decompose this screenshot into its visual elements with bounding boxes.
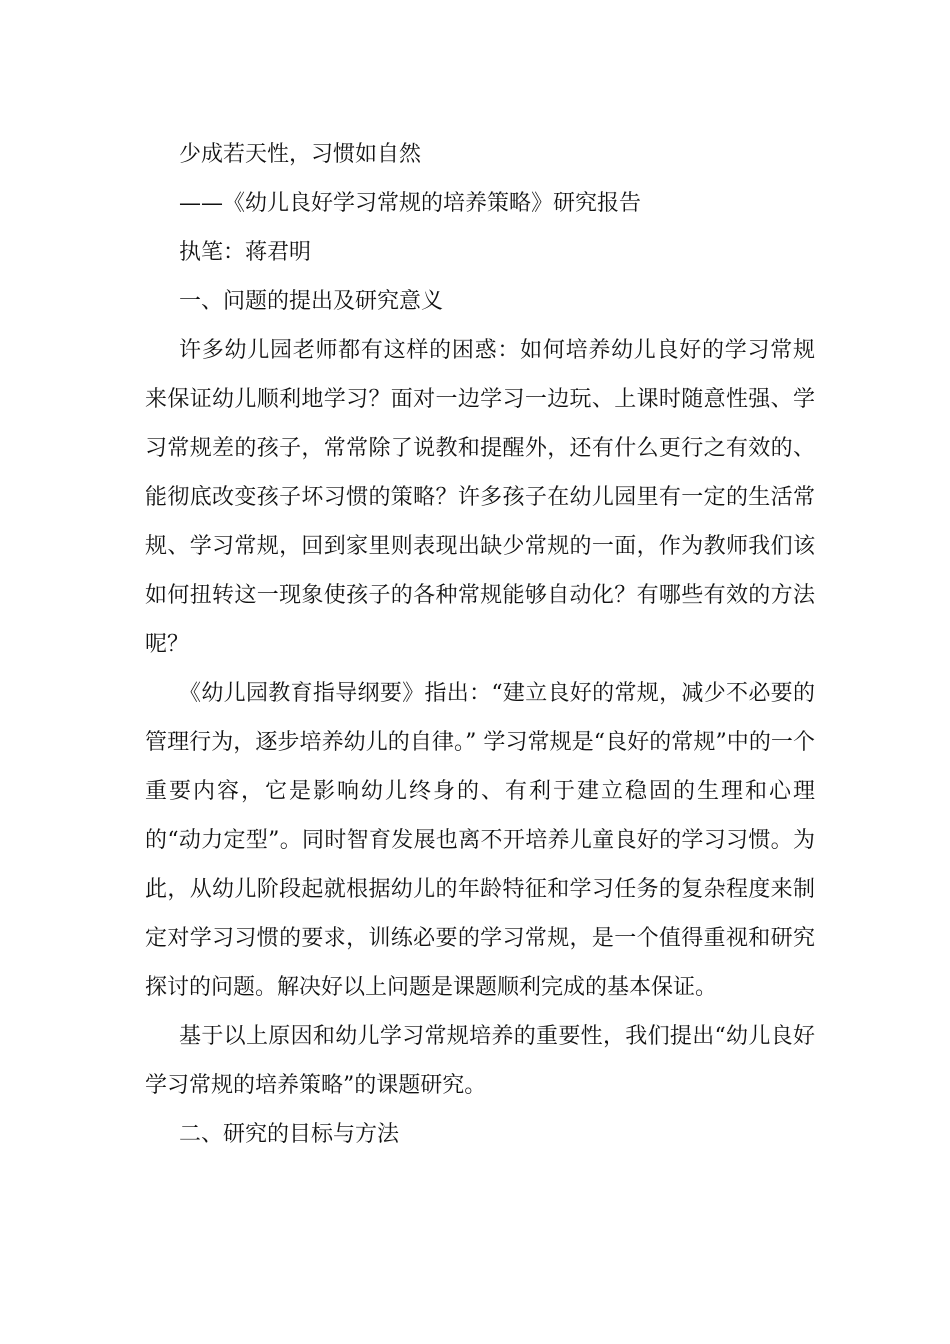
document-subtitle: ——《幼儿良好学习常规的培养策略》研究报告 (179, 191, 642, 216)
section-heading-1: 一、问题的提出及研究意义 (179, 289, 444, 314)
paragraph-2: 《幼儿园教育指导纲要》指出：“建立良好的常规，减少不必要的管理行为，逐步培养幼儿的自律。” 学习常规是“良好的常规”中的一个重要内容，它是影响幼儿终身的、有利于建立稳固的生理和心理的“动力定型”。同时智育发展也离不开培养儿童良好的学习习惯。为此，从幼儿阶段起就根据幼儿的年龄特征和学习任务的复杂程度来制定对学习习惯的要求，训练必要的学习常规，是一个值得重视和研究探讨的问题。解决好以上问题是课题顺利完成的基本保证。 (145, 681, 815, 1000)
section-heading-2: 二、研究的目标与方法 (179, 1122, 400, 1147)
document-body (145, 130, 815, 1159)
paragraph-3: 基于以上原因和幼儿学习常规培养的重要性，我们提出“幼儿良好学习常规的培养策略”的课题研究。 (145, 1024, 815, 1098)
document-title: 少成若天性，习惯如自然 (179, 142, 422, 167)
author-line: 执笔：蒋君明 (179, 240, 312, 265)
paragraph-1: 许多幼儿园老师都有这样的困惑：如何培养幼儿良好的学习常规来保证幼儿顺利地学习？面对一边学习一边玩、上课时随意性强、学习常规差的孩子，常常除了说教和提醒外，还有什么更行之有效的、能彻底改变孩子坏习惯的策略？许多孩子在幼儿园里有一定的生活常规、学习常规，回到家里则表现出缺少常规的一面，作为教师我们该如何扭转这一现象使孩子的各种常规能够自动化？有哪些有效的方法呢？ (145, 338, 815, 657)
